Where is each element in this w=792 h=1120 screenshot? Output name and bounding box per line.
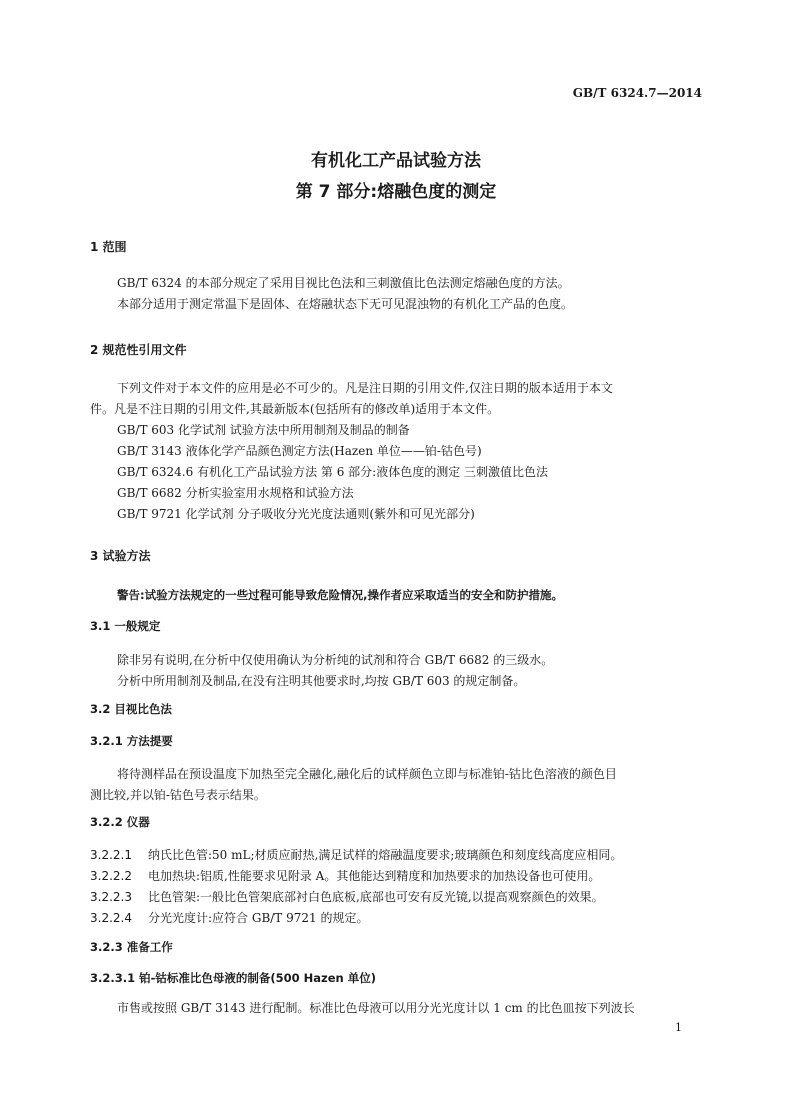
section-1-paragraph-1: GB/T 6324 的本部分规定了采用目视比色法和三刺激值比色法测定熔融色度的方法。 xyxy=(117,276,570,290)
section-3-1-paragraph-1: 除非另有说明,在分析中仅使用确认为分析纯的试剂和符合 GB/T 6682 的三级水。 xyxy=(117,653,554,667)
reference-item: GB/T 9721 化学试剂 分子吸收分光光度法通则(紫外和可见光部分) xyxy=(117,507,475,521)
standard-number: GB/T 6324.7—2014 xyxy=(572,86,702,100)
reference-item: GB/T 6682 分析实验室用水规格和试验方法 xyxy=(117,486,354,500)
section-3-2-2-heading: 3.2.2 仪器 xyxy=(90,815,150,829)
section-3-2-1-heading: 3.2.1 方法提要 xyxy=(90,734,173,748)
document-title-line1: 有机化工产品试验方法 xyxy=(311,151,481,171)
section-2-intro-line-2: 件。凡是不注日期的引用文件,其最新版本(包括所有的修改单)适用于本文件。 xyxy=(90,402,500,416)
clause-number: 3.2.2.3 xyxy=(90,890,132,904)
section-3-2-1-line-2: 测比较,并以铂-钴色号表示结果。 xyxy=(90,788,266,802)
section-3-heading: 3 试验方法 xyxy=(90,549,151,563)
instrument-item xyxy=(90,887,604,907)
section-3-2-heading: 3.2 目视比色法 xyxy=(90,702,172,716)
section-3-2-3-1-line-1: 市售或按照 GB/T 3143 进行配制。标准比色母液可以用分光光度计以 1 cm 的比色皿按下列波长 xyxy=(117,1001,635,1015)
reference-item: GB/T 6324.6 有机化工产品试验方法 第 6 部分:液体色度的测定 三刺激值比色法 xyxy=(117,465,549,479)
clause-text: 电加热块:铝质,性能要求见附录 A。其他能达到精度和加热要求的加热设备也可使用。 xyxy=(148,869,601,883)
instrument-item xyxy=(90,908,368,928)
section-3-2-3-1-heading: 3.2.3.1 铂-钴标准比色母液的制备(500 Hazen 单位) xyxy=(90,971,376,985)
clause-text: 比色管架:一般比色管架底部衬白色底板,底部也可安有反光镜,以提高观察颜色的效果。 xyxy=(148,890,604,904)
clause-text: 分光光度计:应符合 GB/T 9721 的规定。 xyxy=(148,911,369,925)
section-2-intro-line-1: 下列文件对于本文件的应用是必不可少的。凡是注日期的引用文件,仅注日期的版本适用于本文 xyxy=(117,381,613,395)
section-1-paragraph-2: 本部分适用于测定常温下是固体、在熔融状态下无可见混浊物的有机化工产品的色度。 xyxy=(117,297,574,311)
document-title-line2: 第 7 部分:熔融色度的测定 xyxy=(295,182,497,202)
page-number: 1 xyxy=(675,1021,682,1034)
section-1-heading: 1 范围 xyxy=(90,240,127,254)
section-3-2-1-line-1: 将待测样品在预设温度下加热至完全融化,融化后的试样颜色立即与标准铂-钴比色溶液的颜色目 xyxy=(117,767,617,781)
reference-item: GB/T 3143 液体化学产品颜色测定方法(Hazen 单位——铂-钴色号) xyxy=(117,444,482,458)
clause-number: 3.2.2.1 xyxy=(90,848,132,862)
section-3-2-3-heading: 3.2.3 准备工作 xyxy=(90,940,173,954)
reference-item: GB/T 603 化学试剂 试验方法中所用制剂及制品的制备 xyxy=(117,423,410,437)
clause-text: 纳氏比色管:50 mL;材质应耐热,满足试样的熔融温度要求;玻璃颜色和刻度线高度应相同。 xyxy=(148,848,623,862)
instrument-item xyxy=(90,866,600,886)
instrument-item xyxy=(90,845,622,865)
section-2-heading: 2 规范性引用文件 xyxy=(90,343,187,357)
safety-warning: 警告:试验方法规定的一些过程可能导致危险情况,操作者应采取适当的安全和防护措施。 xyxy=(117,588,563,602)
clause-number: 3.2.2.4 xyxy=(90,911,132,925)
section-3-1-paragraph-2: 分析中所用制剂及制品,在没有注明其他要求时,均按 GB/T 603 的规定制备。 xyxy=(117,674,526,688)
section-3-1-heading: 3.1 一般规定 xyxy=(90,619,161,633)
clause-number: 3.2.2.2 xyxy=(90,869,132,883)
